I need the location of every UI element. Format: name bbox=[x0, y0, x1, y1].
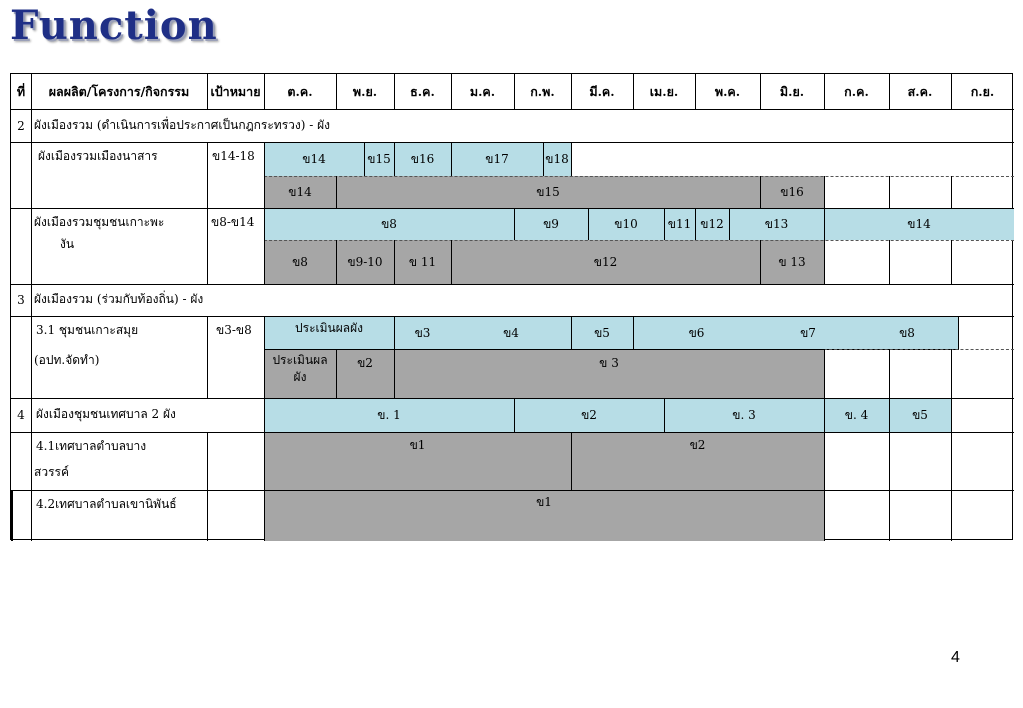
header-month: ก.ค. bbox=[844, 83, 869, 99]
bar-plan: ข5 bbox=[571, 316, 633, 349]
header-no: ที่ bbox=[16, 83, 26, 99]
section-label: ผังเมืองรวม (ดำเนินการเพื่อประกาศเป็นกฎกระทรวง) - ผัง bbox=[34, 118, 331, 132]
bar-plan: ข18 bbox=[543, 142, 571, 176]
page-title: Function bbox=[10, 2, 218, 49]
project-target: ข14-18 bbox=[212, 149, 255, 163]
bar-plan: ข10 bbox=[588, 208, 664, 240]
header-month: ม.ค. bbox=[469, 83, 496, 99]
bar-plan: ข14 bbox=[264, 142, 364, 176]
project-name: (อปท.จัดทำ) bbox=[34, 353, 100, 367]
bar-plan: ข5 bbox=[889, 398, 951, 432]
header-month: ต.ค. bbox=[287, 83, 313, 99]
project-name: ผังเมืองรวมเมืองนาสาร bbox=[38, 149, 158, 163]
bar-actual: ข1 bbox=[264, 432, 571, 490]
project-name: 4.2เทศบาลตำบลเขานิพันธ์ bbox=[36, 497, 177, 511]
bar-plan: ข6 bbox=[633, 316, 760, 349]
bar-plan: ข15 bbox=[364, 142, 394, 176]
project-name: 4.1เทศบาลตำบลบาง bbox=[36, 439, 147, 453]
bar-actual: ข 11 bbox=[394, 240, 451, 284]
bar-plan: ข. 3 bbox=[664, 398, 824, 432]
bar-actual: ข9-10 bbox=[336, 240, 394, 284]
schedule-table bbox=[10, 73, 1013, 540]
section-no: 4 bbox=[17, 408, 25, 422]
section-label: ผังเมืองชุมชนเทศบาล 2 ผัง bbox=[36, 407, 176, 421]
page-number: 4 bbox=[951, 649, 960, 666]
bar-plan: ข7 bbox=[760, 316, 856, 349]
bar-actual: ข1 bbox=[264, 490, 824, 541]
bar-actual: ข 3 bbox=[394, 349, 824, 398]
bar-plan: ข9 bbox=[514, 208, 588, 240]
bar-plan: ข3 bbox=[394, 316, 451, 349]
project-name: งัน bbox=[60, 237, 75, 251]
bar-plan: ประเมินผลผัง bbox=[264, 316, 394, 349]
bar-plan: ข11 bbox=[664, 208, 695, 240]
header-month: พ.ย. bbox=[352, 83, 378, 99]
bar-plan: ข13 bbox=[729, 208, 824, 240]
bar-plan: ข. 4 bbox=[824, 398, 889, 432]
header-month: ก.ย. bbox=[970, 83, 995, 99]
project-name: 3.1 ชุมชนเกาะสมุย bbox=[36, 323, 139, 337]
project-target: ข3-ข8 bbox=[216, 323, 252, 337]
section-label: ผังเมืองรวม (ร่วมกับท้องถิ่น) - ผัง bbox=[34, 292, 204, 306]
header-month: มี.ค. bbox=[589, 83, 615, 99]
eval-label-line2: ผัง bbox=[293, 370, 307, 384]
bar-plan: ข12 bbox=[695, 208, 729, 240]
bar-actual: ข8 bbox=[264, 240, 336, 284]
bar-actual: ข16 bbox=[760, 176, 824, 208]
header-month: เม.ย. bbox=[649, 83, 679, 99]
bar-plan: ข. 1 bbox=[264, 398, 514, 432]
header-product: ผลผลิต/โครงการ/กิจกรรม bbox=[48, 83, 190, 99]
bar-plan: ข8 bbox=[264, 208, 514, 240]
bar-plan: ข17 bbox=[451, 142, 543, 176]
section-no: 2 bbox=[17, 118, 25, 133]
bar-plan: ข16 bbox=[394, 142, 451, 176]
project-name: สวรรค์ bbox=[34, 465, 69, 479]
bar-actual: ข2 bbox=[336, 349, 394, 398]
bar-actual: ข2 bbox=[571, 432, 824, 490]
header-month: ส.ค. bbox=[907, 83, 933, 99]
bar-plan: ข14 bbox=[824, 208, 1014, 240]
eval-label-line1: ประเมินผล bbox=[272, 353, 328, 367]
project-target: ข8-ข14 bbox=[211, 215, 255, 229]
bar-plan: ข4 bbox=[451, 316, 571, 349]
header-target: เป้าหมาย bbox=[210, 83, 261, 99]
header-month: มิ.ย. bbox=[779, 83, 805, 99]
header-month: ก.พ. bbox=[530, 83, 555, 99]
bar-actual: ข15 bbox=[336, 176, 760, 208]
header-month: ธ.ค. bbox=[410, 83, 435, 99]
bar-actual: ข14 bbox=[264, 176, 336, 208]
bar-actual: ข12 bbox=[451, 240, 760, 284]
bar-actual bbox=[264, 349, 336, 398]
bar-plan: ข8 bbox=[856, 316, 958, 349]
project-name: ผังเมืองรวมชุมชนเกาะพะ bbox=[34, 215, 165, 229]
bar-plan: ข2 bbox=[514, 398, 664, 432]
header-month: พ.ค. bbox=[714, 83, 741, 99]
bar-actual: ข 13 bbox=[760, 240, 824, 284]
section-no: 3 bbox=[17, 293, 25, 307]
